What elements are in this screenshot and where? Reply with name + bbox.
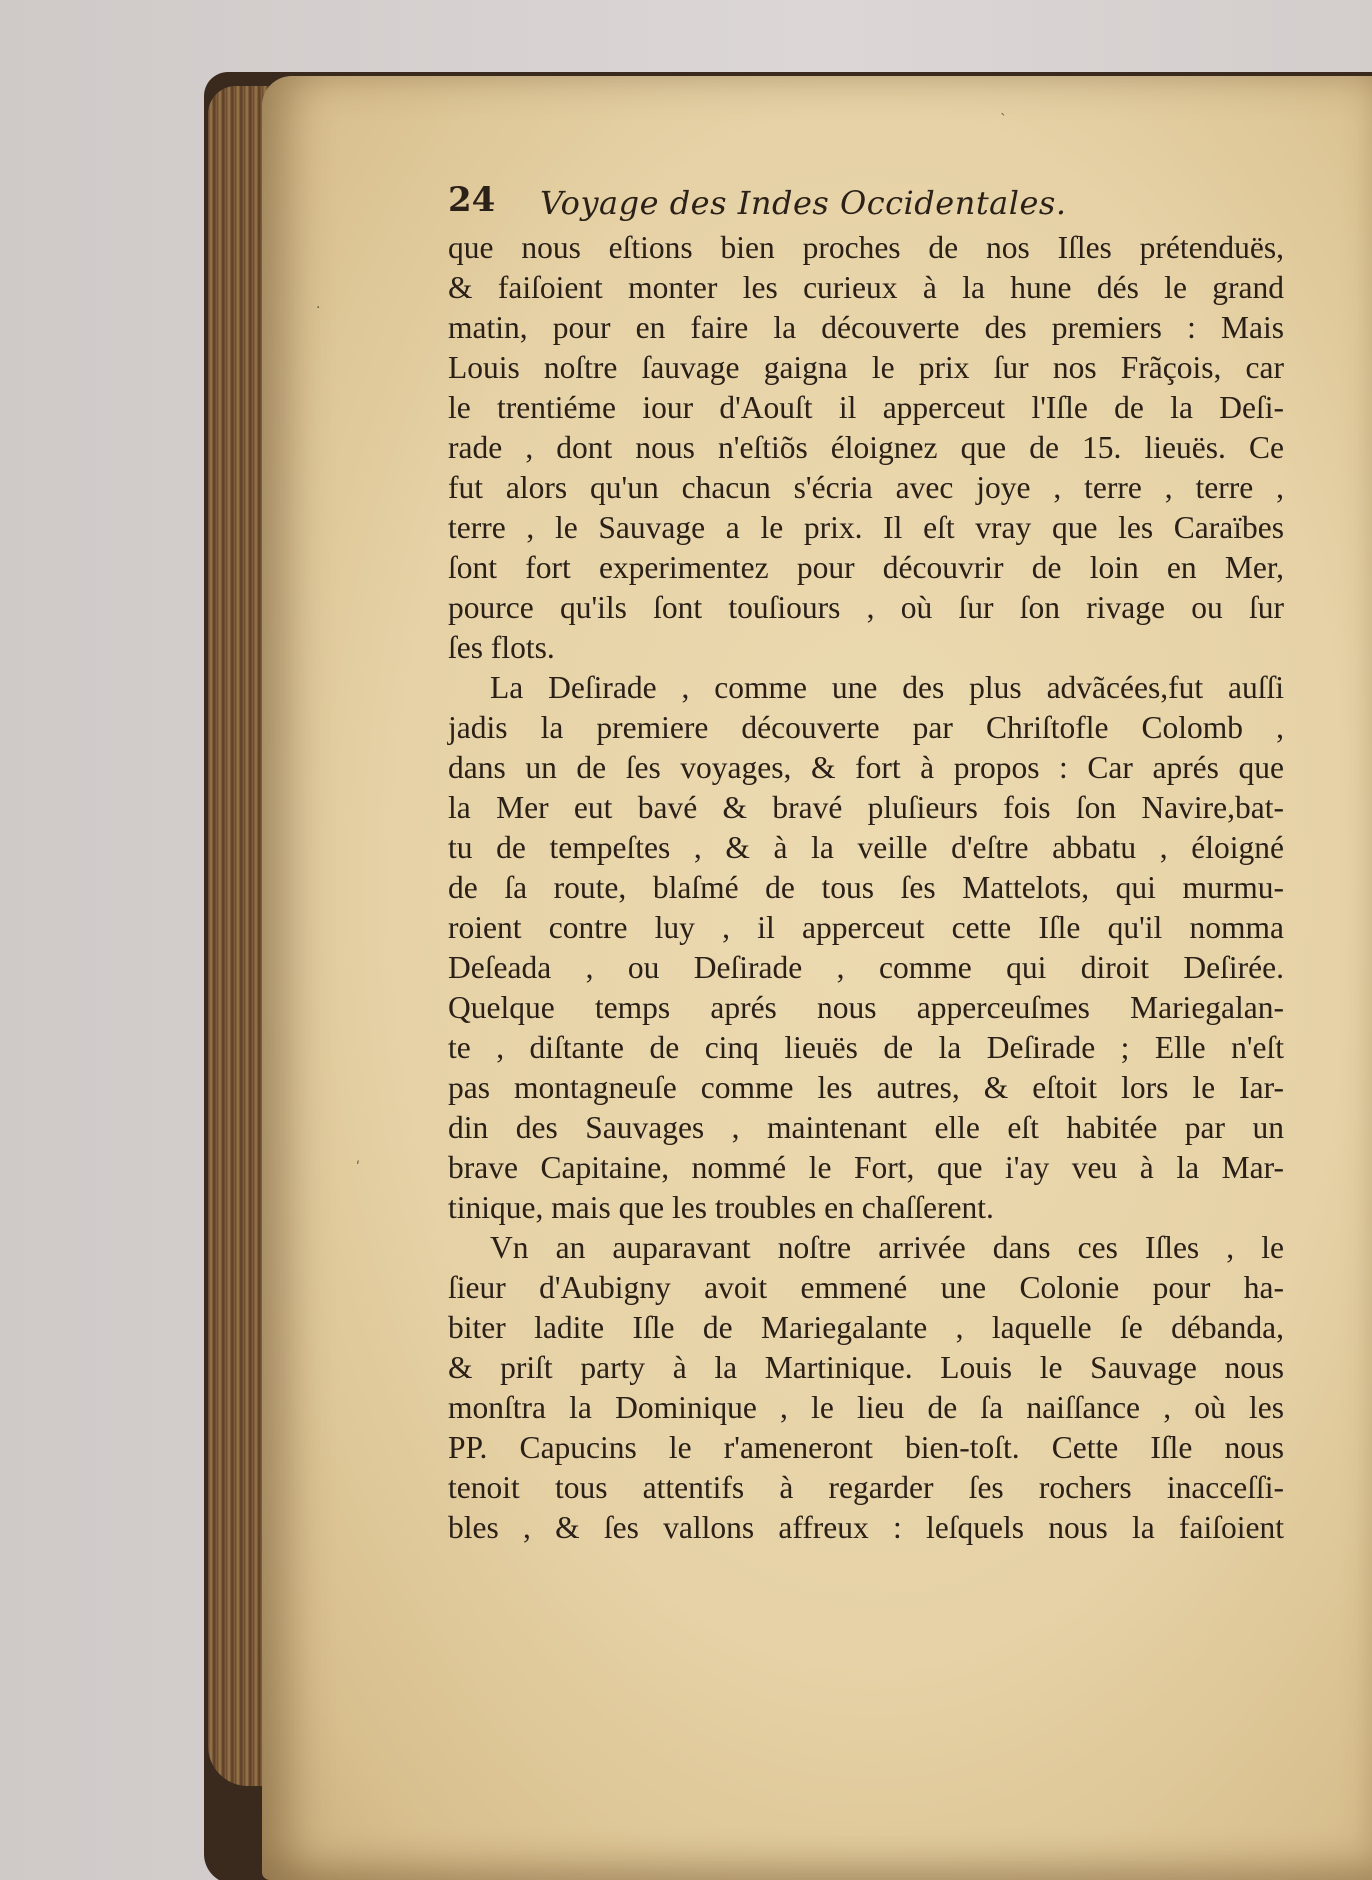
text-line: ſes flots. (448, 630, 555, 665)
text-line: te , diſtante de cinq lieuës de la Deſirade ; Elle n'eſt (448, 1030, 1284, 1065)
text-line: tenoit tous attentifs à regarder ſes rochers inacceſſi- (448, 1470, 1284, 1505)
text-line: roient contre luy , il apperceut cette Iſle qu'il nomma (448, 910, 1284, 945)
text-line: Vn an auparavant noſtre arrivée dans ces Iſles , le (490, 1230, 1284, 1265)
text-body (448, 228, 1284, 1548)
text-line: PP. Capucins le r'ameneront bien-toſt. Cette Iſle nous (448, 1430, 1284, 1465)
text-line: pas montagneuſe comme les autres, & eſtoit lors le Iar- (448, 1070, 1284, 1105)
ink-speck: ˎ (1000, 100, 1007, 116)
text-line: dans un de ſes voyages, & fort à propos : Car aprés que (448, 750, 1284, 785)
text-line: la Mer eut bavé & bravé pluſieurs fois ſon Navire,bat- (448, 790, 1284, 825)
text-line: La Deſirade , comme une des plus advãcées,fut auſſi (490, 670, 1284, 705)
text-line: tinique, mais que les troubles en chaſſerent. (448, 1190, 994, 1225)
text-line: le trentiéme iour d'Aouſt il apperceut l'Iſle de la Deſi- (448, 390, 1284, 425)
text-line: Deſeada , ou Deſirade , comme qui diroit Deſirée. (448, 950, 1284, 985)
text-line: & faiſoient monter les curieux à la hune dés le grand (448, 270, 1284, 305)
text-line: rade , dont nous n'eſtiõs éloignez que de 15. lieuës. Ce (448, 430, 1284, 465)
text-line: jadis la premiere découverte par Chriſtofle Colomb , (448, 710, 1284, 745)
text-line: Louis noſtre ſauvage gaigna le prix ſur nos Frãçois, car (448, 350, 1284, 385)
page-number: 24 (448, 180, 496, 220)
text-line: pource qu'ils ſont touſiours , où ſur ſon rivage ou ſur (448, 590, 1284, 625)
text-line: de ſa route, blaſmé de tous ſes Mattelots, qui murmu- (448, 870, 1284, 905)
ink-speck: ʹ (356, 1160, 360, 1176)
text-line: biter ladite Iſle de Mariegalante , laquelle ſe débanda, (448, 1310, 1284, 1345)
text-line: ſieur d'Aubigny avoit emmené une Colonie pour ha- (448, 1270, 1284, 1305)
text-line: terre , le Sauvage a le prix. Il eſt vray que les Caraïbes (448, 510, 1284, 545)
text-line: tu de tempeſtes , & à la veille d'eſtre abbatu , éloigné (448, 830, 1284, 865)
paragraph-3 (448, 1228, 1284, 1548)
text-line: que nous eſtions bien proches de nos Iſles prétenduës, (448, 230, 1284, 265)
text-line: bles , & ſes vallons affreux : leſquels nous la faiſoient (448, 1510, 1284, 1545)
text-line: brave Capitaine, nommé le Fort, que i'ay veu à la Mar- (448, 1150, 1284, 1185)
paragraph-2 (448, 668, 1284, 1228)
text-line: matin, pour en faire la découverte des premiers : Mais (448, 310, 1284, 345)
text-line: ſont fort experimentez pour découvrir de loin en Mer, (448, 550, 1284, 585)
text-line: & priſt party à la Martinique. Louis le Sauvage nous (448, 1350, 1284, 1385)
text-line: fut alors qu'un chacun s'écria avec joye , terre , terre , (448, 470, 1284, 505)
paragraph-1 (448, 228, 1284, 668)
text-line: Quelque temps aprés nous apperceuſmes Mariegalan- (448, 990, 1284, 1025)
page-header (448, 180, 1128, 230)
text-line: din des Sauvages , maintenant elle eſt habitée par un (448, 1110, 1284, 1145)
text-line: monſtra la Dominique , le lieu de ſa naiſſance , où les (448, 1390, 1284, 1425)
ink-speck: · (316, 300, 321, 316)
running-title: Voyage des Indes Occidentales. (540, 184, 1067, 222)
